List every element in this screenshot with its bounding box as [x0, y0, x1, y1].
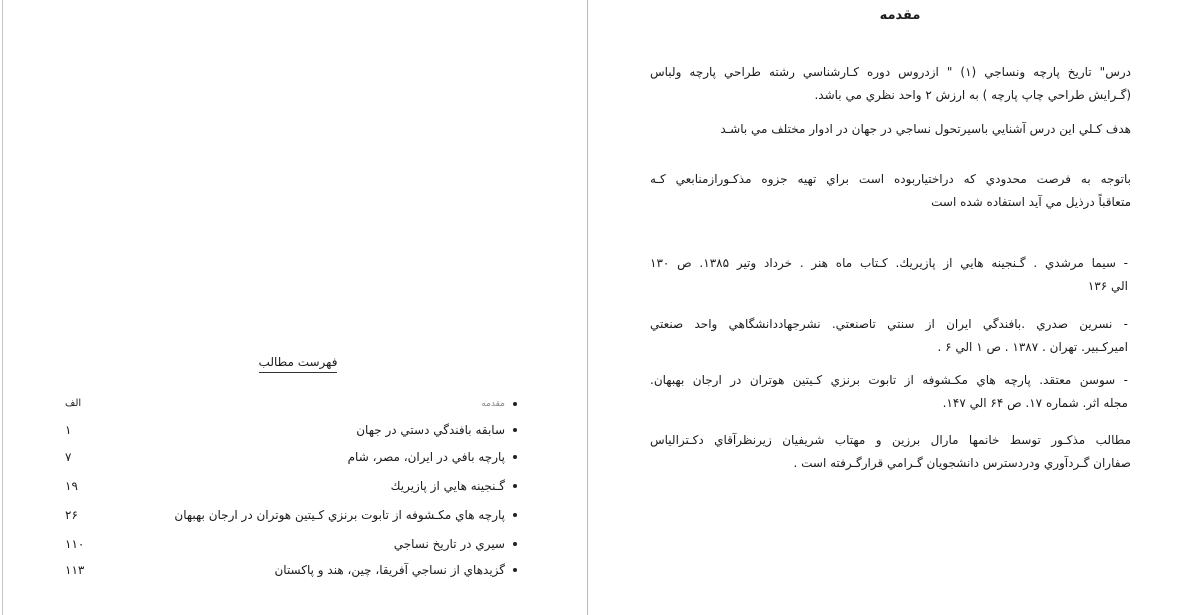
toc-item-page-number: ۲۶	[65, 508, 78, 522]
introduction-page	[588, 0, 1188, 615]
bullet-icon	[513, 455, 517, 459]
toc-item-page-number: ۱۹	[65, 479, 78, 493]
paragraph-line: صفاران گـردآوري ودردسترس دانشجويان گـرامي قرارگـرفته است .	[793, 456, 1131, 470]
paragraph-line: مطالب مذكـور توسط خانمها مارال برزين و مهتاب شريفيان زيرنظرآقاي دكـترالياس	[650, 433, 1131, 447]
toc-item-label: مقدمه	[481, 399, 505, 409]
toc-item-label: سيري در تاريخ نساجي	[393, 537, 505, 551]
toc-item	[60, 534, 522, 554]
course-description-paragraph	[650, 61, 1131, 107]
reference-item	[650, 313, 1131, 359]
toc-item-page-number: الف	[65, 398, 82, 409]
paragraph-line: الي ۱۳۶	[1087, 279, 1128, 293]
bullet-icon	[513, 513, 517, 517]
paragraph-line: درس" تاريخ پارچه ونساجي (۱) " ازدروس دوره كـارشناسي رشته طراحي پارچه ولباس	[650, 65, 1131, 79]
paragraph-line: - سيما مرشدي . گـنجينه هايي از پازيريك. كـتاب ماه هنر . خرداد وتير ۱۳۸۵. ص ۱۳۰	[650, 256, 1129, 270]
paragraph-line: متعاقباً درذيل مي آيد استفاده شده است	[931, 195, 1131, 209]
toc-item	[60, 476, 522, 496]
sources-intro-paragraph	[650, 168, 1131, 214]
paragraph-line: مجله اثر. شماره ۱۷. ص ۶۴ الي ۱۴۷.	[942, 396, 1128, 410]
toc-item-page-number: ۷	[65, 450, 72, 464]
paragraph-line: - سوسن معتقد. پارچه هاي مكـشوفه از تابوت برنزي كـيتين هوتران در ارجان بهبهان.	[650, 373, 1128, 387]
bullet-icon	[513, 568, 517, 572]
credits-paragraph	[650, 429, 1131, 475]
toc-item	[60, 447, 522, 467]
paragraph-line: باتوجه به فرصت محدودي كه دراختياربوده است براي تهيه جزوه مذكـورازمنابعي كـه	[650, 172, 1131, 186]
toc-item-label: پارچه هاي مكـشوفه از تابوت برنزي كـيتين هوتران در ارجان بهبهان	[174, 508, 505, 522]
paragraph-line: اميركـبير. تهران . ۱۳۸۷ . ص ۱ الي ۶ .	[937, 340, 1128, 354]
toc-item-label: گـنجينه هايي از پازيريك	[390, 479, 505, 493]
bullet-icon	[513, 402, 517, 406]
paragraph-line: (گـرايش طراحي چاپ پارچه ) به ارزش ۲ واحد نظري مي باشد.	[814, 88, 1131, 102]
course-goal-paragraph	[650, 118, 1131, 141]
toc-item-label: سابقه بافندگي دستي در جهان	[356, 423, 505, 437]
toc-item-page-number: ۱۱۳	[65, 563, 85, 577]
page-title: مقدمه	[879, 8, 921, 23]
toc-title	[238, 352, 358, 372]
toc-page	[2, 0, 588, 615]
bullet-icon	[513, 428, 517, 432]
toc-item-label: گزيدهاي از نساجي آفريقا، چين، هند و پاكستان	[274, 563, 505, 577]
reference-item	[650, 252, 1131, 298]
toc-item-label: پارچه بافي در ايران، مصر، شام	[347, 450, 505, 464]
toc-item-introduction	[60, 394, 522, 414]
bullet-icon	[513, 484, 517, 488]
bullet-icon	[513, 542, 517, 546]
toc-item	[60, 560, 522, 580]
paragraph-line: - نسرين صدري .بافندگي ايران از سنتي تاصنعتي. نشرجهاددانشگاهي واحد صنعتي	[650, 317, 1128, 331]
toc-item-page-number: ۱۱۰	[65, 537, 85, 551]
paragraph-line: هدف كـلي اين درس آشنايي باسيرتحول نساجي در جهان در ادوار مختلف مي باشـد	[720, 122, 1131, 136]
toc-item	[60, 505, 522, 525]
toc-item-page-number: ۱	[65, 423, 72, 437]
toc-title-text: فهرست مطالب	[259, 355, 338, 373]
toc-item	[60, 420, 522, 440]
reference-item	[650, 369, 1131, 415]
